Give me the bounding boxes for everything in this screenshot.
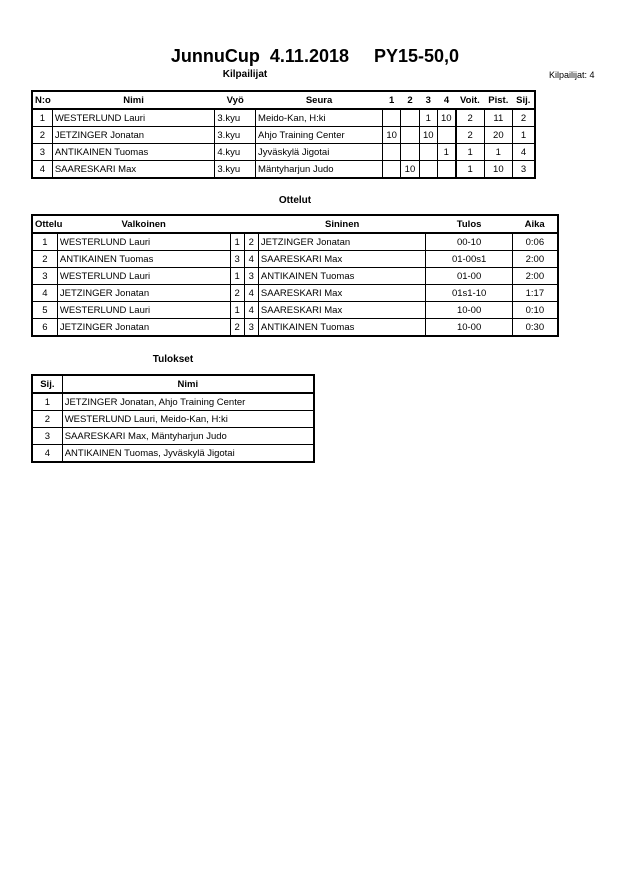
match-result: 01-00s1 xyxy=(426,251,512,268)
match-result: 01s1-10 xyxy=(426,285,512,302)
match-no: 4 xyxy=(32,285,57,302)
blue-name: SAARESKARI Max xyxy=(258,285,426,302)
competitor-name: WESTERLUND Lauri xyxy=(52,109,215,127)
white-name: JETZINGER Jonatan xyxy=(57,319,230,337)
competitor-place: 1 xyxy=(513,127,535,144)
col-header-time: Aika xyxy=(512,215,558,233)
col-header-name: Nimi xyxy=(52,91,215,109)
match-row xyxy=(32,268,558,285)
result-name: JETZINGER Jonatan, Ahjo Training Center xyxy=(62,393,314,411)
competitor-wins: 1 xyxy=(456,144,484,161)
col-header-no: N:o xyxy=(32,91,52,109)
white-number: 2 xyxy=(230,319,244,337)
col-header-result-place: Sij. xyxy=(32,375,62,393)
result-row xyxy=(32,445,314,463)
col-header-r1: 1 xyxy=(383,91,401,109)
competitor-row xyxy=(32,109,535,127)
competitor-belt: 4.kyu xyxy=(215,144,256,161)
competitor-points: 10 xyxy=(484,161,512,179)
result-place: 2 xyxy=(32,411,62,428)
matches-heading: Ottelut xyxy=(278,195,312,206)
result-row xyxy=(32,411,314,428)
matches-header-row xyxy=(32,215,558,233)
competitor-club: Ahjo Training Center xyxy=(256,127,383,144)
result-name: ANTIKAINEN Tuomas, Jyväskylä Jigotai xyxy=(62,445,314,463)
competitor-wins: 2 xyxy=(456,109,484,127)
result-row xyxy=(32,393,314,411)
competitor-place: 3 xyxy=(513,161,535,179)
results-header-row xyxy=(32,375,314,393)
score-cell xyxy=(401,109,419,127)
score-cell: 10 xyxy=(383,127,401,144)
competitor-no: 1 xyxy=(32,109,52,127)
blue-number: 4 xyxy=(244,302,258,319)
col-header-match-no: Ottelu xyxy=(32,215,57,233)
competitor-no: 3 xyxy=(32,144,52,161)
competitor-belt: 3.kyu xyxy=(215,161,256,179)
result-row xyxy=(32,428,314,445)
match-time: 0:06 xyxy=(512,233,558,251)
competitor-wins: 1 xyxy=(456,161,484,179)
competitor-belt: 3.kyu xyxy=(215,127,256,144)
blue-name: SAARESKARI Max xyxy=(258,251,426,268)
match-row xyxy=(32,302,558,319)
match-no: 2 xyxy=(32,251,57,268)
score-cell xyxy=(437,161,455,179)
blue-name: ANTIKAINEN Tuomas xyxy=(258,319,426,337)
match-row xyxy=(32,285,558,302)
page-title: JunnuCup 4.11.2018 PY15-50,0 xyxy=(170,46,460,66)
match-time: 2:00 xyxy=(512,268,558,285)
blue-number: 3 xyxy=(244,319,258,337)
score-cell xyxy=(419,161,437,179)
match-no: 6 xyxy=(32,319,57,337)
col-header-place: Sij. xyxy=(513,91,535,109)
competitor-club: Mäntyharjun Judo xyxy=(256,161,383,179)
competitor-count: Kilpailijat: 4 xyxy=(549,70,595,80)
white-number: 2 xyxy=(230,285,244,302)
competitor-row xyxy=(32,127,535,144)
score-cell: 1 xyxy=(437,144,455,161)
col-header-club: Seura xyxy=(256,91,383,109)
results-table xyxy=(31,374,315,463)
col-header-result: Tulos xyxy=(426,215,512,233)
score-cell xyxy=(383,161,401,179)
score-cell: 1 xyxy=(419,109,437,127)
col-header-belt: Vyö xyxy=(215,91,256,109)
result-name: SAARESKARI Max, Mäntyharjun Judo xyxy=(62,428,314,445)
result-name: WESTERLUND Lauri, Meido-Kan, H:ki xyxy=(62,411,314,428)
competitor-no: 2 xyxy=(32,127,52,144)
score-cell xyxy=(401,144,419,161)
competitor-points: 20 xyxy=(484,127,512,144)
white-name: WESTERLUND Lauri xyxy=(57,268,230,285)
score-cell xyxy=(419,144,437,161)
competitor-row xyxy=(32,161,535,179)
competitor-no: 4 xyxy=(32,161,52,179)
white-number: 1 xyxy=(230,233,244,251)
results-heading: Tulokset xyxy=(152,354,194,365)
competitor-name: SAARESKARI Max xyxy=(52,161,215,179)
white-name: JETZINGER Jonatan xyxy=(57,285,230,302)
score-cell xyxy=(437,127,455,144)
col-header-result-name: Nimi xyxy=(62,375,314,393)
match-no: 3 xyxy=(32,268,57,285)
match-time: 2:00 xyxy=(512,251,558,268)
blue-number: 3 xyxy=(244,268,258,285)
competitor-club: Jyväskylä Jigotai xyxy=(256,144,383,161)
match-result: 10-00 xyxy=(426,319,512,337)
white-name: WESTERLUND Lauri xyxy=(57,302,230,319)
result-place: 3 xyxy=(32,428,62,445)
blue-name: ANTIKAINEN Tuomas xyxy=(258,268,426,285)
competitor-place: 4 xyxy=(513,144,535,161)
blue-number: 4 xyxy=(244,251,258,268)
white-name: WESTERLUND Lauri xyxy=(57,233,230,251)
col-header-r3: 3 xyxy=(419,91,437,109)
competitor-name: ANTIKAINEN Tuomas xyxy=(52,144,215,161)
competitors-header-row xyxy=(32,91,535,109)
match-result: 00-10 xyxy=(426,233,512,251)
match-row xyxy=(32,233,558,251)
competitor-club: Meido-Kan, H:ki xyxy=(256,109,383,127)
blue-number: 4 xyxy=(244,285,258,302)
match-time: 0:10 xyxy=(512,302,558,319)
blue-number: 2 xyxy=(244,233,258,251)
competitors-table xyxy=(31,90,536,179)
col-header-blue: Sininen xyxy=(258,215,426,233)
score-cell: 10 xyxy=(419,127,437,144)
competitors-heading: Kilpailijat xyxy=(222,69,268,80)
score-cell xyxy=(383,109,401,127)
col-header-white: Valkoinen xyxy=(57,215,230,233)
result-place: 4 xyxy=(32,445,62,463)
matches-table xyxy=(31,214,559,337)
blue-name: SAARESKARI Max xyxy=(258,302,426,319)
competitor-name: JETZINGER Jonatan xyxy=(52,127,215,144)
match-result: 10-00 xyxy=(426,302,512,319)
score-cell xyxy=(401,127,419,144)
score-cell xyxy=(383,144,401,161)
competitor-place: 2 xyxy=(513,109,535,127)
score-cell: 10 xyxy=(401,161,419,179)
competitor-belt: 3.kyu xyxy=(215,109,256,127)
match-no: 1 xyxy=(32,233,57,251)
match-time: 0:30 xyxy=(512,319,558,337)
match-time: 1:17 xyxy=(512,285,558,302)
score-cell: 10 xyxy=(437,109,455,127)
competitor-points: 11 xyxy=(484,109,512,127)
competitor-row xyxy=(32,144,535,161)
competitor-points: 1 xyxy=(484,144,512,161)
col-header-points: Pist. xyxy=(484,91,512,109)
match-row xyxy=(32,251,558,268)
blue-name: JETZINGER Jonatan xyxy=(258,233,426,251)
white-number: 1 xyxy=(230,268,244,285)
col-header-r4: 4 xyxy=(437,91,455,109)
col-header-r2: 2 xyxy=(401,91,419,109)
competitor-wins: 2 xyxy=(456,127,484,144)
result-place: 1 xyxy=(32,393,62,411)
match-row xyxy=(32,319,558,337)
col-header-wins: Voit. xyxy=(456,91,484,109)
white-name: ANTIKAINEN Tuomas xyxy=(57,251,230,268)
white-number: 1 xyxy=(230,302,244,319)
white-number: 3 xyxy=(230,251,244,268)
match-no: 5 xyxy=(32,302,57,319)
match-result: 01-00 xyxy=(426,268,512,285)
